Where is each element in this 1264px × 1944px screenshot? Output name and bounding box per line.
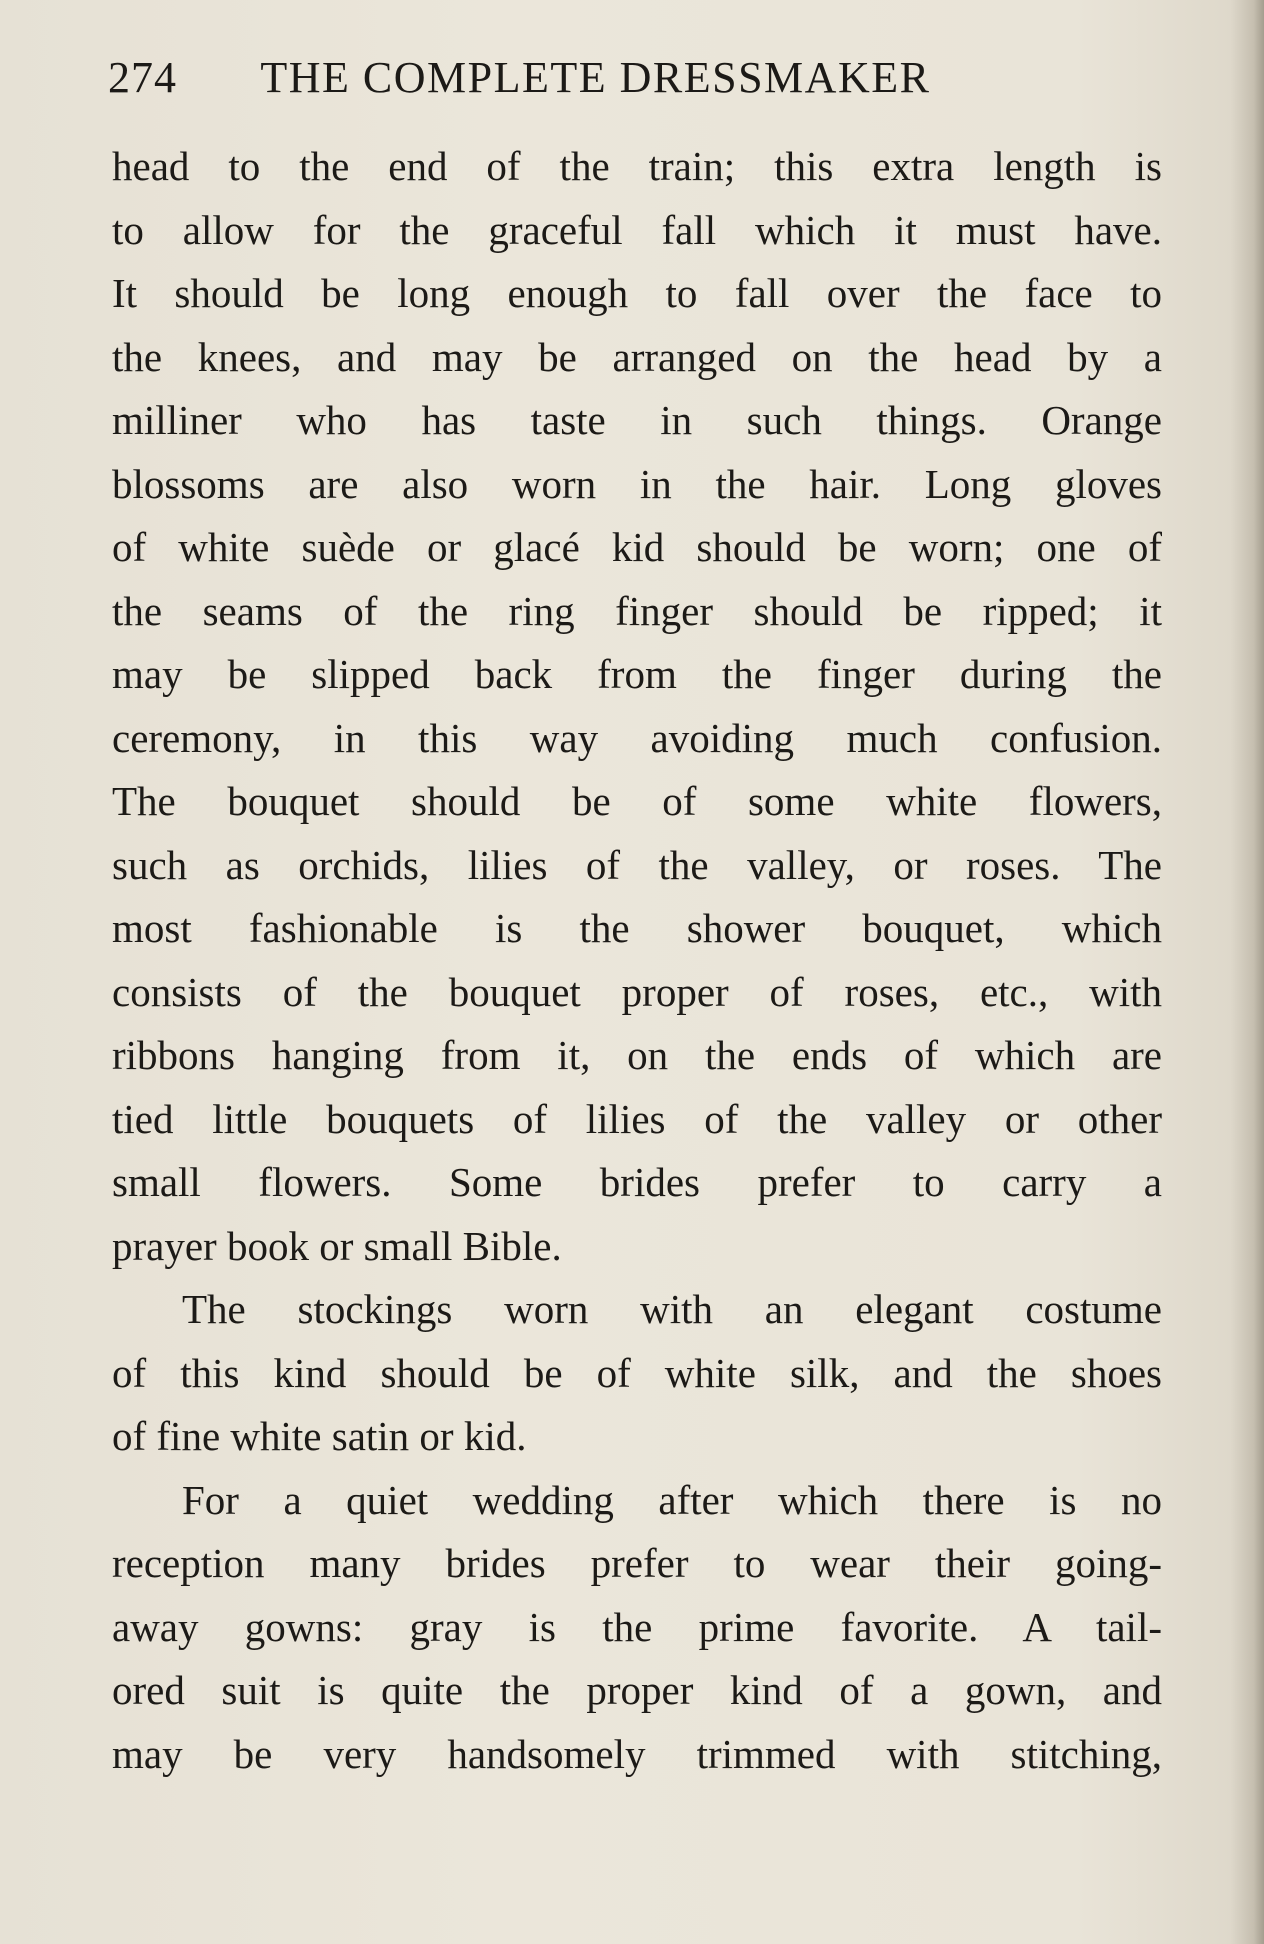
text-line: head to the end of the train; this extra length is — [112, 143, 1162, 189]
running-title: THE COMPLETE DRESSMAKER — [260, 53, 931, 102]
text-line: the seams of the ring finger should be ripped; it — [112, 587, 1162, 634]
text-line: consists of the bouquet proper of roses, etc., with — [112, 968, 1162, 1015]
page-header — [108, 48, 1168, 108]
text-line: the knees, and may be arranged on the head by a — [112, 333, 1162, 380]
text-line: of white suède or glacé kid should be worn; one of — [112, 524, 1162, 570]
text-line: blossoms are also worn in the hair. Long gloves — [112, 460, 1162, 507]
text-line: to allow for the graceful fall which it must have. — [112, 206, 1162, 253]
body-text — [112, 135, 1162, 1786]
text-line: of fine white satin or kid. — [112, 1413, 527, 1459]
text-line: tied little bouquets of lilies of the valley or other — [112, 1095, 1162, 1142]
text-line: For a quiet wedding after which there is no — [182, 1476, 1162, 1523]
text-line: reception many brides prefer to wear their going- — [112, 1540, 1162, 1586]
text-line: ribbons hanging from it, on the ends of which are — [112, 1032, 1162, 1078]
text-line: such as orchids, lilies of the valley, or roses. The — [112, 841, 1162, 888]
text-line: most fashionable is the shower bouquet, which — [112, 905, 1162, 951]
page-number: 274 — [108, 53, 177, 102]
text-line: small flowers. Some brides prefer to carry a — [112, 1159, 1162, 1205]
text-line: ored suit is quite the proper kind of a gown, and — [112, 1667, 1162, 1713]
text-line: ceremony, in this way avoiding much confusion. — [112, 714, 1162, 761]
text-line: The stockings worn with an elegant costume — [182, 1286, 1162, 1332]
text-line: may be slipped back from the finger during the — [112, 651, 1162, 697]
text-line: away gowns: gray is the prime favorite. A tail- — [112, 1603, 1162, 1650]
text-line: may be very handsomely trimmed with stitching, — [112, 1730, 1162, 1777]
text-line: prayer book or small Bible. — [112, 1222, 562, 1269]
text-line: of this kind should be of white silk, and the shoes — [112, 1349, 1162, 1396]
text-line: The bouquet should be of some white flowers, — [112, 778, 1162, 824]
text-line: It should be long enough to fall over the face to — [112, 270, 1162, 316]
text-line: milliner who has taste in such things. Orange — [112, 397, 1162, 443]
page-gutter-shadow — [1230, 0, 1264, 1944]
